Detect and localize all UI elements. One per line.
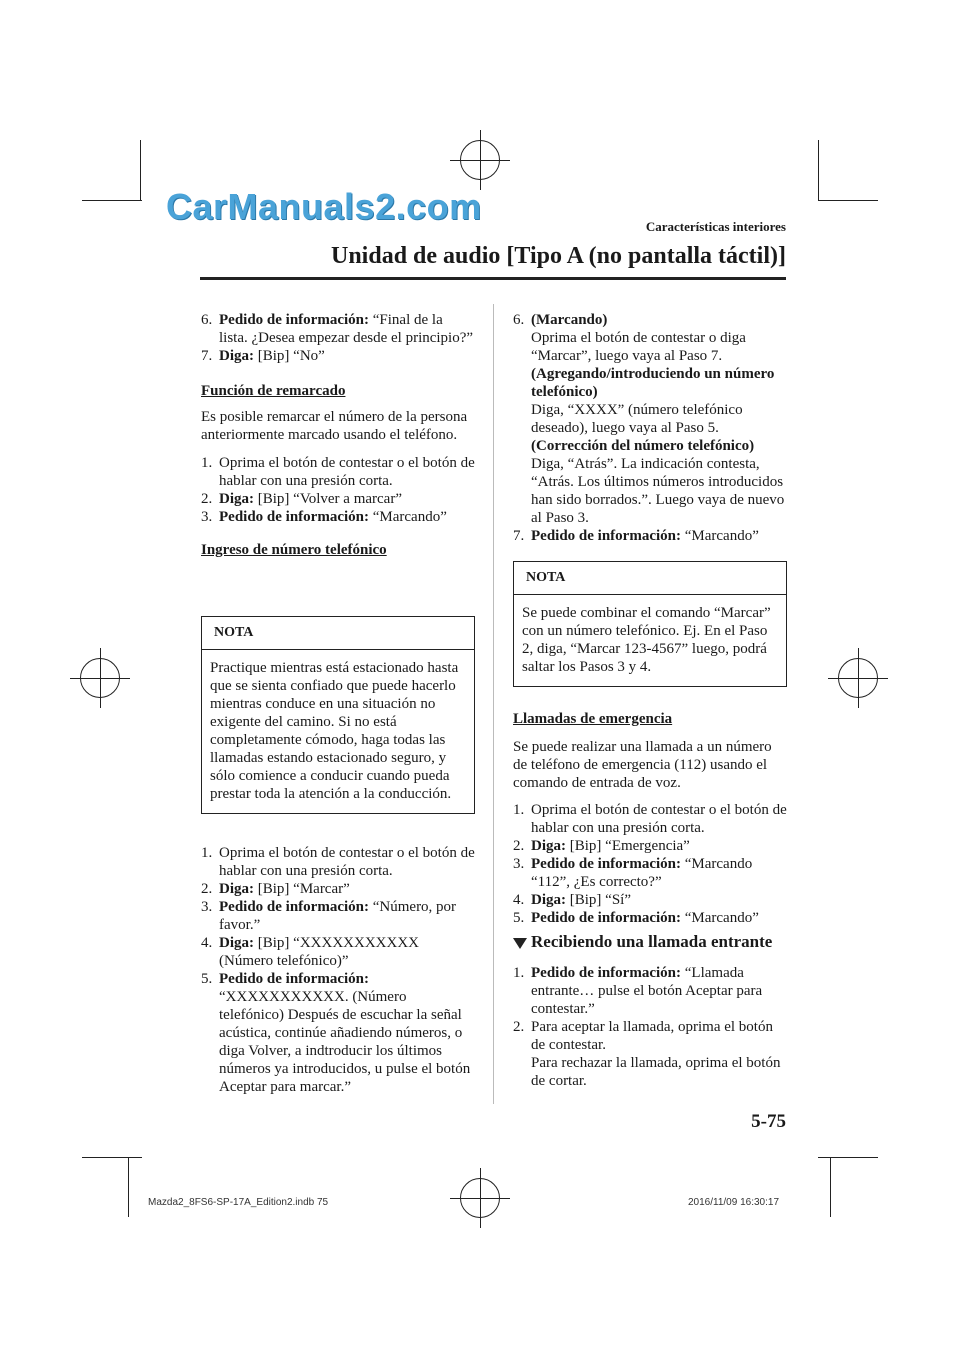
section-heading: Ingreso de número telefónico bbox=[201, 542, 387, 558]
list-item: 5. Pedido de información: “XXXXXXXXXXX. (Número telefónico) Después de escuchar la señal acústica, continúe añadiendo números, o diga Volver, a indtroducir los últimos números ya introducidos, u pulse el botón Aceptar para marcar.” bbox=[201, 971, 471, 1095]
footer-date: 2016/11/09 16:30:17 bbox=[688, 1197, 780, 1208]
crop-mark bbox=[82, 1157, 142, 1158]
right-column-incoming bbox=[513, 964, 787, 1090]
section-heading: Llamadas de emergencia bbox=[513, 711, 673, 727]
right-column bbox=[513, 311, 787, 545]
paragraph: Es posible remarcar el número de la persona anteriormente marcado usando el teléfono. bbox=[201, 409, 468, 443]
list-item: 2. Diga: [Bip] “Marcar” bbox=[201, 881, 350, 897]
list-item: 2. Diga: [Bip] “Emergencia” bbox=[513, 838, 690, 854]
crop-mark bbox=[818, 140, 819, 200]
subsection-heading: Recibiendo una llamada entrante bbox=[513, 932, 772, 952]
registration-mark-right bbox=[828, 648, 888, 708]
list-item: 2. Diga: [Bip] “Volver a marcar” bbox=[201, 491, 402, 507]
note-label: NOTA bbox=[514, 562, 786, 595]
triangle-down-icon bbox=[513, 938, 527, 949]
list-item: 6. Pedido de información: “Final de la lista. ¿Desea empezar desde el principio?” bbox=[201, 312, 474, 346]
section-heading: Función de remarcado bbox=[201, 383, 346, 399]
note-text: Practique mientras está estacionado hasta que se sienta confiado que puede hacerlo mientras conduce en una situación no exigente del camino. Si no está completamente cómodo, haga todas las llamadas estando estacionado seguro, y sólo comience a conducir cuando pueda prestar toda la atención a la conducción. bbox=[210, 660, 459, 802]
right-column-emergency bbox=[513, 710, 787, 927]
list-item: 4. Diga: [Bip] “Sí” bbox=[513, 892, 631, 908]
list-item: 7. Diga: [Bip] “No” bbox=[201, 348, 325, 364]
note-text: Se puede combinar el comando “Marcar” con un número telefónico. Ej. En el Paso 2, diga, “Marcar 123-4567” luego, podrá saltar los Pasos 3 y 4. bbox=[522, 605, 771, 675]
list-item: 1. Oprima el botón de contestar o el botón de hablar con una presión corta. bbox=[201, 455, 475, 489]
paragraph: Se puede realizar una llamada a un número de teléfono de emergencia (112) usando el comando de entrada de voz. bbox=[513, 739, 772, 791]
crop-mark bbox=[830, 1157, 831, 1217]
page-title: Unidad de audio [Tipo A (no pantalla táctil)] bbox=[331, 243, 786, 269]
crop-mark bbox=[140, 140, 141, 200]
crop-mark bbox=[82, 200, 142, 201]
note-box bbox=[513, 561, 787, 687]
list-item: 3. Pedido de información: “Número, por favor.” bbox=[201, 899, 457, 933]
watermark-logo[interactable]: CarManuals2.com bbox=[166, 186, 482, 227]
column-divider bbox=[493, 304, 494, 1104]
list-item: 6. (Marcando) Oprima el botón de contestar o diga “Marcar”, luego vaya al Paso 7. (Agregando/introduciendo un número telefónico) Diga, “XXXX” (número telefónico deseado), luego vaya al Paso 5. (Corrección del número telefónico) Diga, “Atrás”. La indicación contesta, “Atrás. Los últimos números introducidos han sido borrados.”. Luego vaya de nuevo al Paso 3. bbox=[513, 312, 785, 526]
note-label: NOTA bbox=[202, 617, 474, 650]
list-item: 4. Diga: [Bip] “XXXXXXXXXXX (Número telefónico)” bbox=[201, 935, 419, 969]
list-item: 1. Oprima el botón de contestar o el botón de hablar con una presión corta. bbox=[513, 802, 787, 836]
list-item: 3. Pedido de información: “Marcando” bbox=[201, 509, 447, 525]
note-box bbox=[201, 616, 475, 814]
registration-mark-bottom bbox=[450, 1168, 510, 1228]
crop-mark bbox=[818, 1157, 878, 1158]
page-number: 5-75 bbox=[751, 1111, 786, 1132]
section-label: Características interiores bbox=[645, 219, 786, 234]
list-item: 5. Pedido de información: “Marcando” bbox=[513, 910, 759, 926]
left-column bbox=[201, 311, 475, 559]
list-item: 1. Oprima el botón de contestar o el botón de hablar con una presión corta. bbox=[201, 845, 475, 879]
list-item: 7. Pedido de información: “Marcando” bbox=[513, 528, 759, 544]
registration-mark-top bbox=[450, 130, 510, 190]
crop-mark bbox=[128, 1157, 129, 1217]
crop-mark bbox=[818, 200, 878, 201]
registration-mark-left bbox=[70, 648, 130, 708]
left-column-steps bbox=[201, 844, 475, 1096]
title-rule bbox=[200, 277, 786, 280]
list-item: 1. Pedido de información: “Llamada entrante… pulse el botón Aceptar para contestar.” bbox=[513, 965, 763, 1017]
list-item: 2. Para aceptar la llamada, oprima el botón de contestar. Para rechazar la llamada, oprima el botón de cortar. bbox=[513, 1019, 781, 1089]
footer-file: Mazda2_8FS6-SP-17A_Edition2.indb 75 bbox=[148, 1197, 329, 1208]
list-item: 3. Pedido de información: “Marcando “112”, ¿Es correcto?” bbox=[513, 856, 753, 890]
